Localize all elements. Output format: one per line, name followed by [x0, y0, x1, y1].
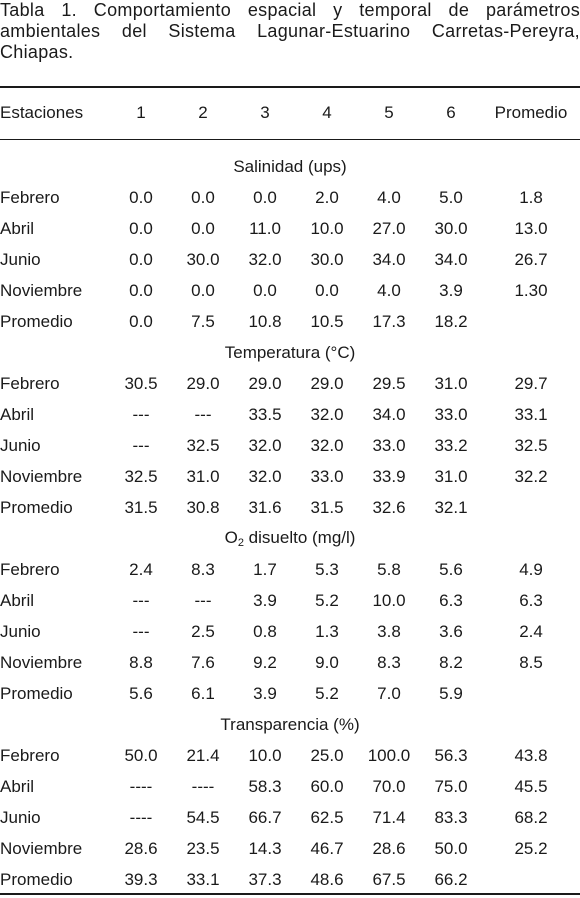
value-cell: 32.0	[310, 404, 344, 424]
value-cell: 32.0	[248, 466, 282, 486]
row-label: Abril	[0, 404, 35, 424]
table-row	[0, 585, 580, 616]
value-cell: 0.0	[129, 249, 153, 269]
average-cell	[482, 306, 580, 337]
value-cell: 9.0	[315, 652, 339, 672]
value-cell: 5.3	[315, 559, 339, 579]
value-cell: 28.6	[372, 838, 406, 858]
table-row	[0, 740, 580, 771]
value-cell: ----	[191, 776, 215, 796]
average-cell: 6.3	[519, 590, 543, 610]
table-row	[0, 461, 580, 492]
row-label: Abril	[0, 590, 35, 610]
value-cell: 71.4	[372, 807, 406, 827]
average-cell: 26.7	[514, 249, 548, 269]
value-cell: 34.0	[372, 249, 406, 269]
average-cell	[482, 492, 580, 523]
value-cell: 32.0	[310, 435, 344, 455]
value-cell: 31.0	[434, 373, 468, 393]
section-title	[0, 523, 580, 554]
header-cell: Promedio	[494, 102, 568, 122]
value-cell: 31.5	[310, 497, 344, 517]
row-label: Promedio	[0, 497, 73, 517]
value-cell: 60.0	[310, 776, 344, 796]
value-cell: 21.4	[186, 745, 220, 765]
value-cell: 31.6	[248, 497, 282, 517]
table-row	[0, 678, 580, 709]
row-label: Junio	[0, 435, 41, 455]
table-caption: Tabla 1. Comportamiento espacial y temporal de parámetros ambientales del Sistema Lagunar-Estuarino Carretas-Pereyra, Chiapas.	[0, 0, 580, 62]
section-title-row	[0, 151, 580, 182]
value-cell: 27.0	[372, 218, 406, 238]
value-cell: 0.0	[253, 187, 277, 207]
value-cell: 31.0	[186, 466, 220, 486]
table-row	[0, 554, 580, 585]
value-cell: 8.3	[377, 652, 401, 672]
header-rule	[0, 139, 580, 140]
value-cell: 4.0	[377, 187, 401, 207]
value-cell: ---	[132, 435, 150, 455]
section-title: Salinidad (ups)	[233, 156, 347, 176]
value-cell: 2.4	[129, 559, 153, 579]
value-cell: 10.5	[310, 311, 344, 331]
row-label: Febrero	[0, 745, 60, 765]
value-cell: 56.3	[434, 745, 468, 765]
value-cell: 3.9	[253, 590, 277, 610]
value-cell: 34.0	[434, 249, 468, 269]
value-cell: ----	[129, 807, 153, 827]
value-cell: 33.0	[310, 466, 344, 486]
value-cell: 30.0	[186, 249, 220, 269]
value-cell: 5.6	[439, 559, 463, 579]
value-cell: 30.0	[310, 249, 344, 269]
value-cell: 29.0	[248, 373, 282, 393]
table-row	[0, 244, 580, 275]
row-label: Noviembre	[0, 280, 83, 300]
table-row	[0, 771, 580, 802]
value-cell: 33.0	[434, 404, 468, 424]
value-cell: 18.2	[434, 311, 468, 331]
value-cell: 5.0	[439, 187, 463, 207]
value-cell: 3.8	[377, 621, 401, 641]
table-header	[0, 97, 580, 128]
average-cell: 33.1	[514, 404, 548, 424]
value-cell: 30.5	[124, 373, 158, 393]
table-row	[0, 306, 580, 337]
value-cell: 0.8	[253, 621, 277, 641]
row-label: Junio	[0, 249, 41, 269]
value-cell: 5.6	[129, 683, 153, 703]
value-cell: 29.5	[372, 373, 406, 393]
value-cell: 0.0	[129, 280, 153, 300]
table-row	[0, 399, 580, 430]
row-label: Febrero	[0, 187, 60, 207]
value-cell: 0.0	[253, 280, 277, 300]
value-cell: 0.0	[315, 280, 339, 300]
value-cell: 0.0	[129, 218, 153, 238]
value-cell: 32.6	[372, 497, 406, 517]
value-cell: 83.3	[434, 807, 468, 827]
value-cell: 0.0	[129, 187, 153, 207]
value-cell: 6.1	[191, 683, 215, 703]
value-cell: 70.0	[372, 776, 406, 796]
header-cell: 1	[136, 102, 146, 122]
header-cell: 6	[446, 102, 456, 122]
value-cell: 10.8	[248, 311, 282, 331]
value-cell: 8.8	[129, 652, 153, 672]
row-label: Junio	[0, 621, 41, 641]
value-cell: 14.3	[248, 838, 282, 858]
header-row	[0, 97, 580, 128]
value-cell: 32.1	[434, 497, 468, 517]
section-title-row	[0, 709, 580, 740]
section-title-subscript: 2	[237, 537, 244, 549]
value-cell: 28.6	[124, 838, 158, 858]
value-cell: 0.0	[191, 280, 215, 300]
section-title-row	[0, 337, 580, 368]
value-cell: 10.0	[372, 590, 406, 610]
value-cell: 5.2	[315, 683, 339, 703]
value-cell: 29.0	[310, 373, 344, 393]
average-cell: 1.30	[514, 280, 548, 300]
value-cell: 66.7	[248, 807, 282, 827]
value-cell: 32.5	[124, 466, 158, 486]
header-cell: 5	[384, 102, 394, 122]
value-cell: 4.0	[377, 280, 401, 300]
section-title: Temperatura (°C)	[224, 342, 356, 362]
table-row	[0, 833, 580, 864]
top-rule	[0, 86, 580, 88]
value-cell: 0.0	[129, 311, 153, 331]
value-cell: ---	[194, 404, 212, 424]
table-row	[0, 213, 580, 244]
average-cell	[482, 864, 580, 895]
average-cell: 68.2	[514, 807, 548, 827]
value-cell: 10.0	[310, 218, 344, 238]
table-row	[0, 616, 580, 647]
value-cell: 25.0	[310, 745, 344, 765]
value-cell: ---	[132, 621, 150, 641]
row-label: Noviembre	[0, 652, 83, 672]
table-row	[0, 492, 580, 523]
value-cell: 7.5	[191, 311, 215, 331]
average-cell: 32.5	[514, 435, 548, 455]
value-cell: 50.0	[434, 838, 468, 858]
header-cell: 2	[198, 102, 208, 122]
value-cell: 31.5	[124, 497, 158, 517]
average-cell: 2.4	[519, 621, 543, 641]
value-cell: 67.5	[372, 869, 406, 889]
value-cell: 6.3	[439, 590, 463, 610]
row-label: Noviembre	[0, 838, 83, 858]
table-row	[0, 647, 580, 678]
value-cell: 1.7	[253, 559, 277, 579]
value-cell: 3.9	[253, 683, 277, 703]
table-row	[0, 368, 580, 399]
value-cell: ---	[132, 404, 150, 424]
value-cell: 33.2	[434, 435, 468, 455]
section-title-text: disuelto (mg/l)	[243, 528, 356, 547]
row-label: Abril	[0, 218, 35, 238]
row-label: Abril	[0, 776, 35, 796]
value-cell: 66.2	[434, 869, 468, 889]
value-cell: 75.0	[434, 776, 468, 796]
bottom-rule	[0, 893, 580, 895]
value-cell: 5.8	[377, 559, 401, 579]
value-cell: 32.5	[186, 435, 220, 455]
average-cell: 13.0	[514, 218, 548, 238]
section-title: Transparencia (%)	[220, 714, 360, 734]
value-cell: 33.1	[186, 869, 220, 889]
value-cell: 17.3	[372, 311, 406, 331]
value-cell: 32.0	[248, 249, 282, 269]
row-label: Promedio	[0, 869, 73, 889]
value-cell: 50.0	[124, 745, 158, 765]
row-label: Promedio	[0, 311, 73, 331]
value-cell: 46.7	[310, 838, 344, 858]
average-cell: 25.2	[514, 838, 548, 858]
value-cell: 8.2	[439, 652, 463, 672]
value-cell: 48.6	[310, 869, 344, 889]
value-cell: 34.0	[372, 404, 406, 424]
value-cell: 10.0	[248, 745, 282, 765]
value-cell: 37.3	[248, 869, 282, 889]
average-cell: 29.7	[514, 373, 548, 393]
average-cell: 32.2	[514, 466, 548, 486]
average-cell: 1.8	[519, 187, 543, 207]
header-cell: Estaciones	[0, 102, 84, 122]
section-title-row	[0, 523, 580, 554]
average-cell: 4.9	[519, 559, 543, 579]
value-cell: 29.0	[186, 373, 220, 393]
value-cell: 0.0	[191, 218, 215, 238]
value-cell: 11.0	[249, 218, 281, 238]
value-cell: 62.5	[310, 807, 344, 827]
value-cell: ----	[129, 776, 153, 796]
value-cell: 33.5	[248, 404, 282, 424]
row-label: Noviembre	[0, 466, 83, 486]
header-cell: 3	[260, 102, 270, 122]
table-row	[0, 864, 580, 895]
value-cell: 5.2	[315, 590, 339, 610]
table-row	[0, 275, 580, 306]
average-cell	[482, 678, 580, 709]
value-cell: 7.0	[377, 683, 401, 703]
row-label: Febrero	[0, 373, 60, 393]
value-cell: 3.6	[439, 621, 463, 641]
value-cell: 2.0	[315, 187, 339, 207]
row-label: Junio	[0, 807, 41, 827]
value-cell: 31.0	[434, 466, 468, 486]
value-cell: 30.8	[186, 497, 220, 517]
value-cell: ---	[194, 590, 212, 610]
value-cell: 100.0	[367, 745, 411, 765]
value-cell: 39.3	[124, 869, 158, 889]
average-cell: 45.5	[514, 776, 548, 796]
value-cell: 1.3	[315, 621, 339, 641]
table-row	[0, 182, 580, 213]
value-cell: 33.9	[372, 466, 406, 486]
value-cell: 3.9	[439, 280, 463, 300]
value-cell: 9.2	[253, 652, 277, 672]
table-row	[0, 802, 580, 833]
value-cell: 8.3	[191, 559, 215, 579]
value-cell: 54.5	[186, 807, 220, 827]
value-cell: 2.5	[191, 621, 215, 641]
header-cell: 4	[322, 102, 332, 122]
row-label: Promedio	[0, 683, 73, 703]
value-cell: 23.5	[186, 838, 220, 858]
section-title-text: O	[224, 528, 238, 547]
value-cell: 33.0	[372, 435, 406, 455]
value-cell: 0.0	[191, 187, 215, 207]
data-table	[0, 151, 580, 895]
value-cell: 5.9	[439, 683, 463, 703]
value-cell: 7.6	[191, 652, 215, 672]
average-cell: 8.5	[519, 652, 543, 672]
value-cell: ---	[132, 590, 150, 610]
row-label: Febrero	[0, 559, 60, 579]
average-cell: 43.8	[514, 745, 548, 765]
table-row	[0, 430, 580, 461]
value-cell: 58.3	[248, 776, 282, 796]
value-cell: 32.0	[248, 435, 282, 455]
value-cell: 30.0	[434, 218, 468, 238]
